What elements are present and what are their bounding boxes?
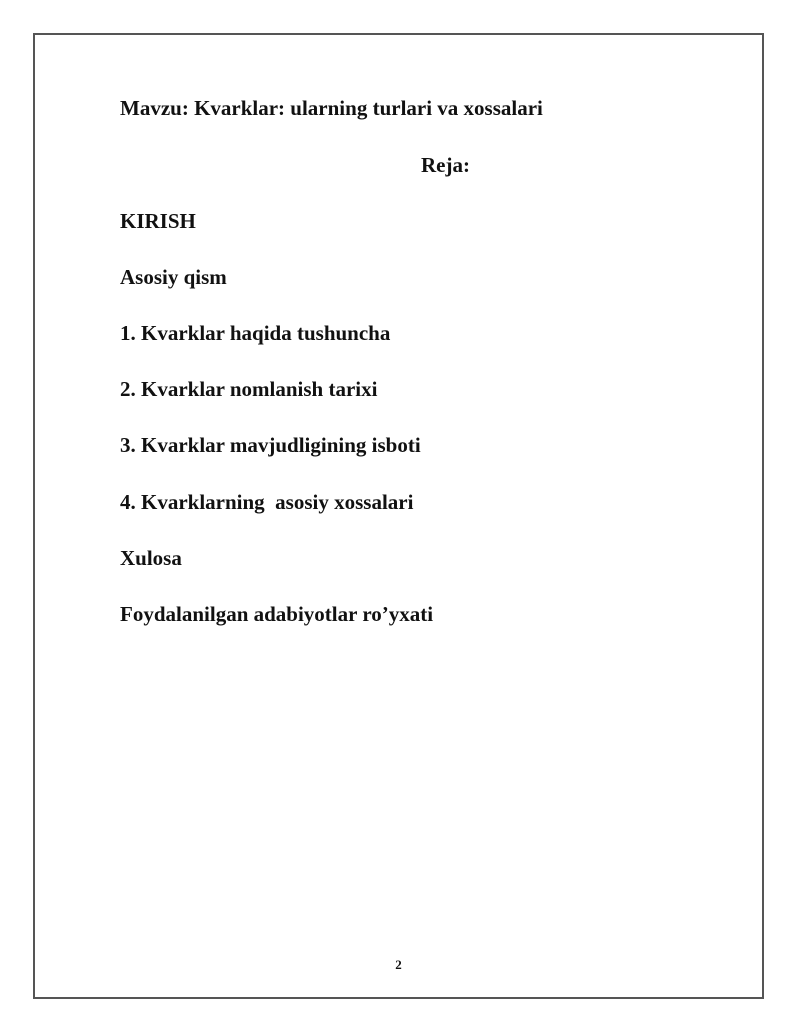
- plan-item-4: 4. Kvarklarning asosiy xossalari: [120, 490, 414, 514]
- plan-item-3: 3. Kvarklar mavjudligining isboti: [120, 433, 421, 457]
- document-page: [33, 33, 764, 999]
- plan-item-conclusion: Xulosa: [120, 546, 182, 570]
- document-title: Mavzu: Kvarklar: ularning turlari va xossalari: [120, 96, 543, 120]
- plan-item-main-part: Asosiy qism: [120, 265, 227, 289]
- plan-item-references: Foydalanilgan adabiyotlar ro’yxati: [120, 602, 434, 626]
- page-number: 2: [395, 957, 402, 972]
- plan-heading: Reja:: [421, 153, 470, 177]
- plan-item-introduction: KIRISH: [120, 209, 196, 233]
- plan-item-2: 2. Kvarklar nomlanish tarixi: [120, 377, 378, 401]
- plan-item-1: 1. Kvarklar haqida tushuncha: [120, 321, 391, 345]
